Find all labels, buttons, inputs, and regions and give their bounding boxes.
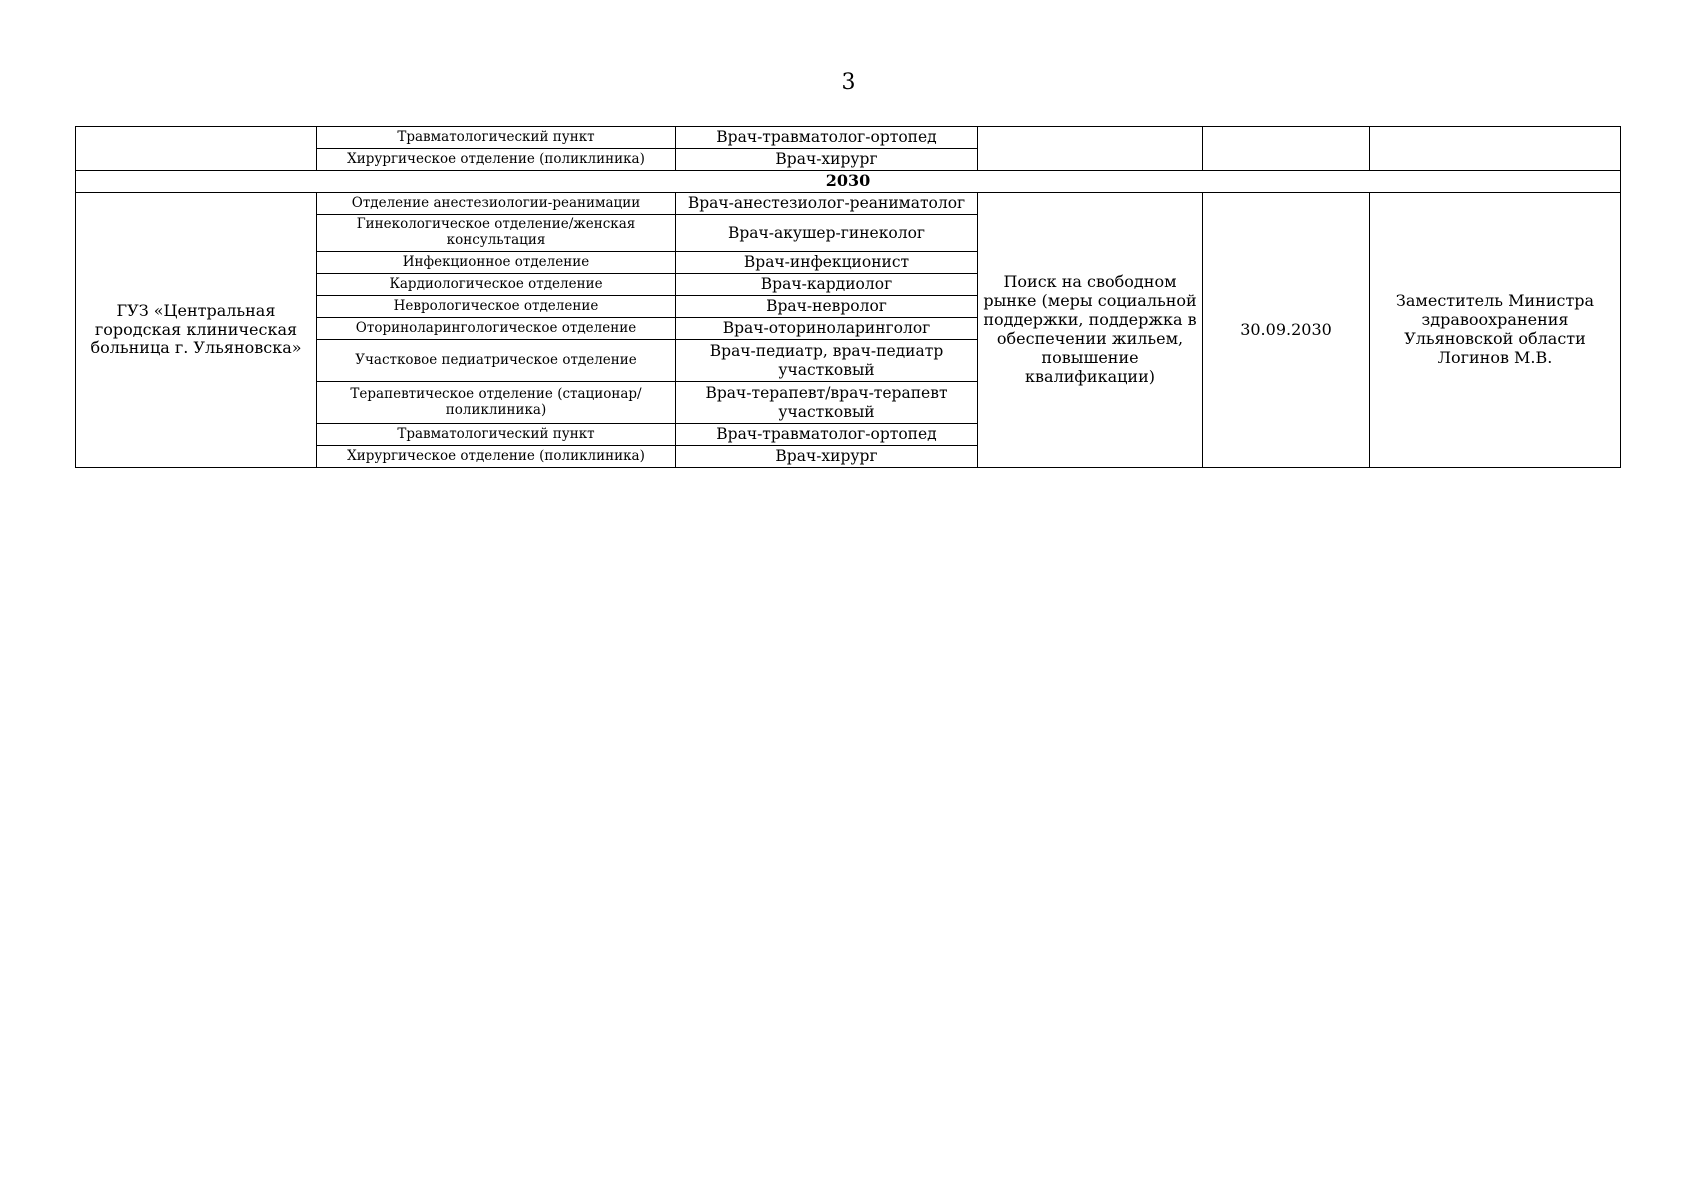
institution-cell-continued (76, 127, 317, 171)
department-cell: Хирургическое отделение (поликлиника) (317, 446, 676, 468)
position-cell: Врач-терапевт/врач-терапевт участковый (676, 382, 978, 424)
position-cell: Врач-хирург (676, 446, 978, 468)
table-row (76, 193, 1621, 215)
responsible-cell: Заместитель Министра здравоохранения Ульяновской области Логинов М.В. (1370, 193, 1621, 468)
department-cell: Хирургическое отделение (поликлиника) (317, 149, 676, 171)
position-cell: Врач-акушер-гинеколог (676, 215, 978, 252)
position-cell: Врач-педиатр, врач-педиатр участковый (676, 340, 978, 382)
continuation-row (76, 127, 1621, 149)
measures-cell: Поиск на свободном рынке (меры социальной поддержки, поддержка в обеспечении жильем, повышение квалификации) (978, 193, 1203, 468)
department-cell: Участковое педиатрическое отделение (317, 340, 676, 382)
responsible-cell-continued (1370, 127, 1621, 171)
position-cell: Врач-кардиолог (676, 274, 978, 296)
measures-cell-continued (978, 127, 1203, 171)
deadline-cell: 30.09.2030 (1203, 193, 1370, 468)
position-cell: Врач-травматолог-ортопед (676, 127, 978, 149)
position-cell: Врач-оториноларинголог (676, 318, 978, 340)
position-cell: Врач-анестезиолог-реаниматолог (676, 193, 978, 215)
department-cell: Отделение анестезиологии-реанимации (317, 193, 676, 215)
department-cell: Оториноларингологическое отделение (317, 318, 676, 340)
department-cell: Неврологическое отделение (317, 296, 676, 318)
department-cell: Травматологический пункт (317, 127, 676, 149)
institution-cell: ГУЗ «Центральная городская клиническая больница г. Ульяновска» (76, 193, 317, 468)
position-cell: Врач-инфекционист (676, 252, 978, 274)
position-cell: Врач-травматолог-ортопед (676, 424, 978, 446)
staffing-table (75, 126, 1621, 468)
department-cell: Терапевтическое отделение (стационар/поликлиника) (317, 382, 676, 424)
department-cell: Кардиологическое отделение (317, 274, 676, 296)
year-label: 2030 (76, 171, 1621, 193)
page-number: 3 (841, 70, 856, 95)
department-cell: Гинекологическое отделение/женская консультация (317, 215, 676, 252)
deadline-cell-continued (1203, 127, 1370, 171)
department-cell: Травматологический пункт (317, 424, 676, 446)
position-cell: Врач-хирург (676, 149, 978, 171)
department-cell: Инфекционное отделение (317, 252, 676, 274)
position-cell: Врач-невролог (676, 296, 978, 318)
year-row (76, 171, 1621, 193)
